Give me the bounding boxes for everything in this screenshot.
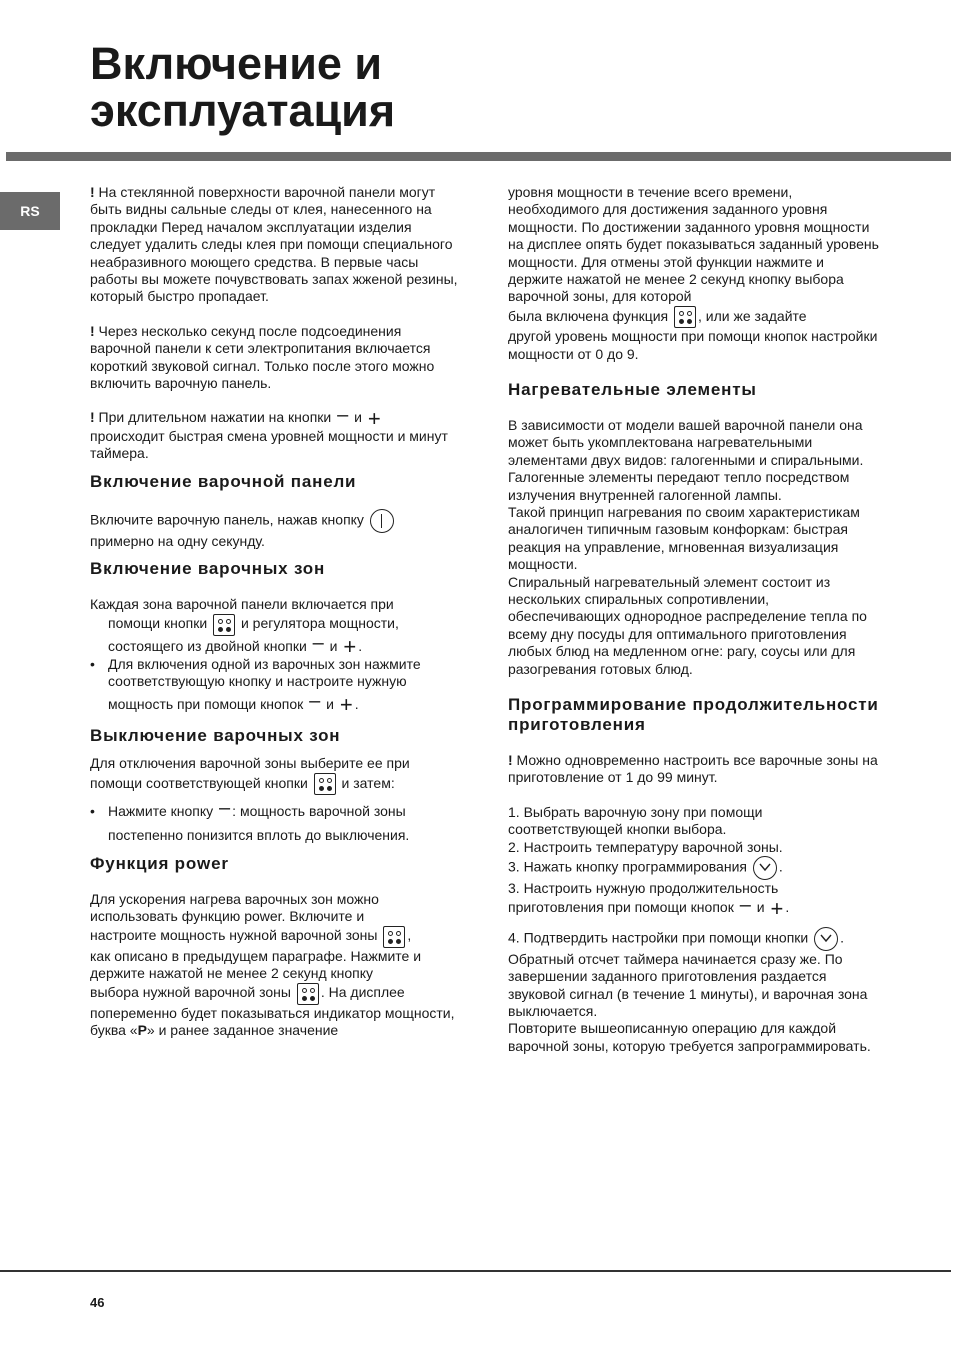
heading-zones-off: Выключение варочных зон: [90, 726, 341, 746]
after-steps-p1: Обратный отсчет таймера начинается сразу же. По завершении заданного приготовления раздается звуковой сигнал (в течение 1 минуты), и варочная зона выключается.: [508, 950, 868, 1019]
minus-icon: –: [219, 797, 231, 820]
step-4: 4. Подтвердить настройки при помощи кнопки .: [508, 927, 880, 951]
heading-heating: Нагревательные элементы: [508, 379, 757, 399]
page-number: 46: [90, 1295, 105, 1310]
minus-icon: –: [739, 893, 751, 916]
language-tab: RS: [0, 192, 60, 230]
power-continued-2: другой уровень мощности при помощи кнопок настройки мощности от 0 до 9.: [508, 328, 878, 362]
page-title-line2: эксплуатация: [90, 85, 396, 136]
zones-on-bullet: • Для включения одной из варочных зон нажмите соответствующую кнопку и настроите нужную мощность при помощи кнопок – и + .: [90, 655, 421, 718]
zone-select-icon: [674, 306, 696, 328]
minus-icon: –: [337, 403, 349, 426]
timer-confirm-icon: [814, 927, 838, 951]
step-2: 2. Настроить температуру варочной зоны.: [508, 838, 783, 855]
plus-icon: +: [367, 405, 381, 431]
step-3b: 3. Настроить нужную продолжительность: [508, 880, 779, 897]
page-title-line1: Включение и: [90, 38, 383, 89]
zone-select-icon: [297, 983, 319, 1005]
power-text2: как описано в предыдущем параграфе. Нажмите и держите нажатой не менее 2 секунд кнопку: [90, 947, 422, 982]
header-rule: [6, 152, 951, 161]
power-line1: настроите мощность нужной варочной зоны ,: [90, 925, 462, 947]
page-title: [90, 40, 395, 134]
after-steps-p2: Повторите вышеописанную операцию для каждой варочной зоны, которую требуется запрограммировать.: [508, 1020, 871, 1054]
zones-off-line1: Для отключения варочной зоны выберите ее при: [90, 755, 410, 772]
heating-p2: Галогенные элементы передают тепло посредством излучения внутренней галогенной лампы.: [508, 469, 850, 503]
heading-programming: Программирование продолжительности приготовления: [508, 695, 879, 735]
zones-off-line2: помощи соответствующей кнопки и затем:: [90, 773, 462, 795]
footer-rule: [0, 1270, 951, 1272]
zone-select-icon: [314, 773, 336, 795]
heading-zones-on: Включение варочных зон: [90, 558, 326, 578]
minus-icon: –: [309, 690, 321, 713]
programming-note: ! Можно одновременно настроить все варочные зоны на приготовление от 1 до 99 минут.: [508, 752, 878, 786]
note-adhesive: ! На стеклянной поверхности варочной панели могут быть видны сальные следы от клея, нанесенного на прокладки Перед началом эксплуатации изделия следует удалить следы клея при помощи специального неабразивного моющего средства. В первые часы работы вы можете почувствовать запах жженой резины, который быстро пропадает.: [90, 184, 458, 305]
power-continued: уровня мощности в течение всего времени, необходимого для достижения заданного уровня мощности. По достижении заданного уровня мощности на дисплее опять будет показываться заданный уровень мощности. Для отмены этой функции нажмите и держите нажатой не менее 2 секунд кнопку выбора варочной зоны, для которой: [508, 184, 879, 305]
zones-on-line1: Каждая зона варочной панели включается при: [90, 595, 394, 612]
note-beep: ! Через несколько секунд после подсоединения варочной панели к сети электропитания включается короткий звуковой сигнал. Только после этого можно включить варочную панель.: [90, 322, 435, 392]
step-1: 1. Выбрать варочную зону при помощи соответствующей кнопки выбора.: [508, 803, 763, 838]
zones-on-line3: состоящего из двойной кнопки – и + .: [108, 631, 363, 659]
zones-off-bullet: • Нажмите кнопку – : мощность варочной зоны постепенно понизится вплоть до выключения.: [90, 797, 410, 844]
power-icon: [370, 509, 394, 533]
power-continued-line: была включена функция , или же задайте: [508, 306, 880, 328]
plus-icon: +: [339, 692, 353, 718]
power-line2: выбора нужной варочной зоны . На дисплее: [90, 982, 462, 1004]
note-long-press: ! При длительном нажатии на кнопки – и + происходит быстрая смена уровней мощности и минут таймера.: [90, 403, 448, 462]
zone-select-icon: [383, 926, 405, 948]
plus-icon: +: [770, 895, 784, 921]
timer-confirm-icon: [753, 856, 777, 880]
zones-on-line2: помощи кнопки и регулятора мощности,: [90, 613, 462, 635]
panel-on-text: Включите варочную панель, нажав кнопку примерно на одну секунду.: [90, 509, 462, 550]
power-text3: попеременно будет показываться индикатор мощности, буква «P» и ранее заданное значение: [90, 1004, 455, 1039]
step-3a: 3. Нажать кнопку программирования .: [508, 856, 880, 880]
heating-p3: Такой принцип нагревания по своим характеристикам аналогичен типичным газовым конфоркам: быстрая реакция на управление, мгновенная визуализация мощности.: [508, 503, 860, 573]
heating-p4: Спиральный нагревательный элемент состоит из нескольких спиральных сопротивлении, обеспечивающих однородное распределение тепла по всему дну посуды для оптимального приготовления любых блюд на медленном огне: рагу, соусы или для разогревания готовых блюд.: [508, 573, 867, 677]
power-text1: Для ускорения нагрева варочных зон можно использовать функцию power. Включите и: [90, 890, 379, 924]
zone-select-icon: [213, 614, 235, 636]
right-column: [508, 184, 880, 1055]
heading-panel-on: Включение варочной панели: [90, 471, 357, 491]
minus-icon: –: [312, 631, 324, 654]
plus-icon: +: [343, 633, 357, 659]
heating-p1: В зависимости от модели вашей варочной панели она может быть укомплектована нагревательными элементами двух видов: галогенными и спиральными.: [508, 416, 864, 468]
left-column: [90, 184, 462, 1040]
heading-power: Функция power: [90, 853, 229, 873]
step-3b-line: приготовления при помощи кнопок – и + .: [508, 893, 790, 921]
